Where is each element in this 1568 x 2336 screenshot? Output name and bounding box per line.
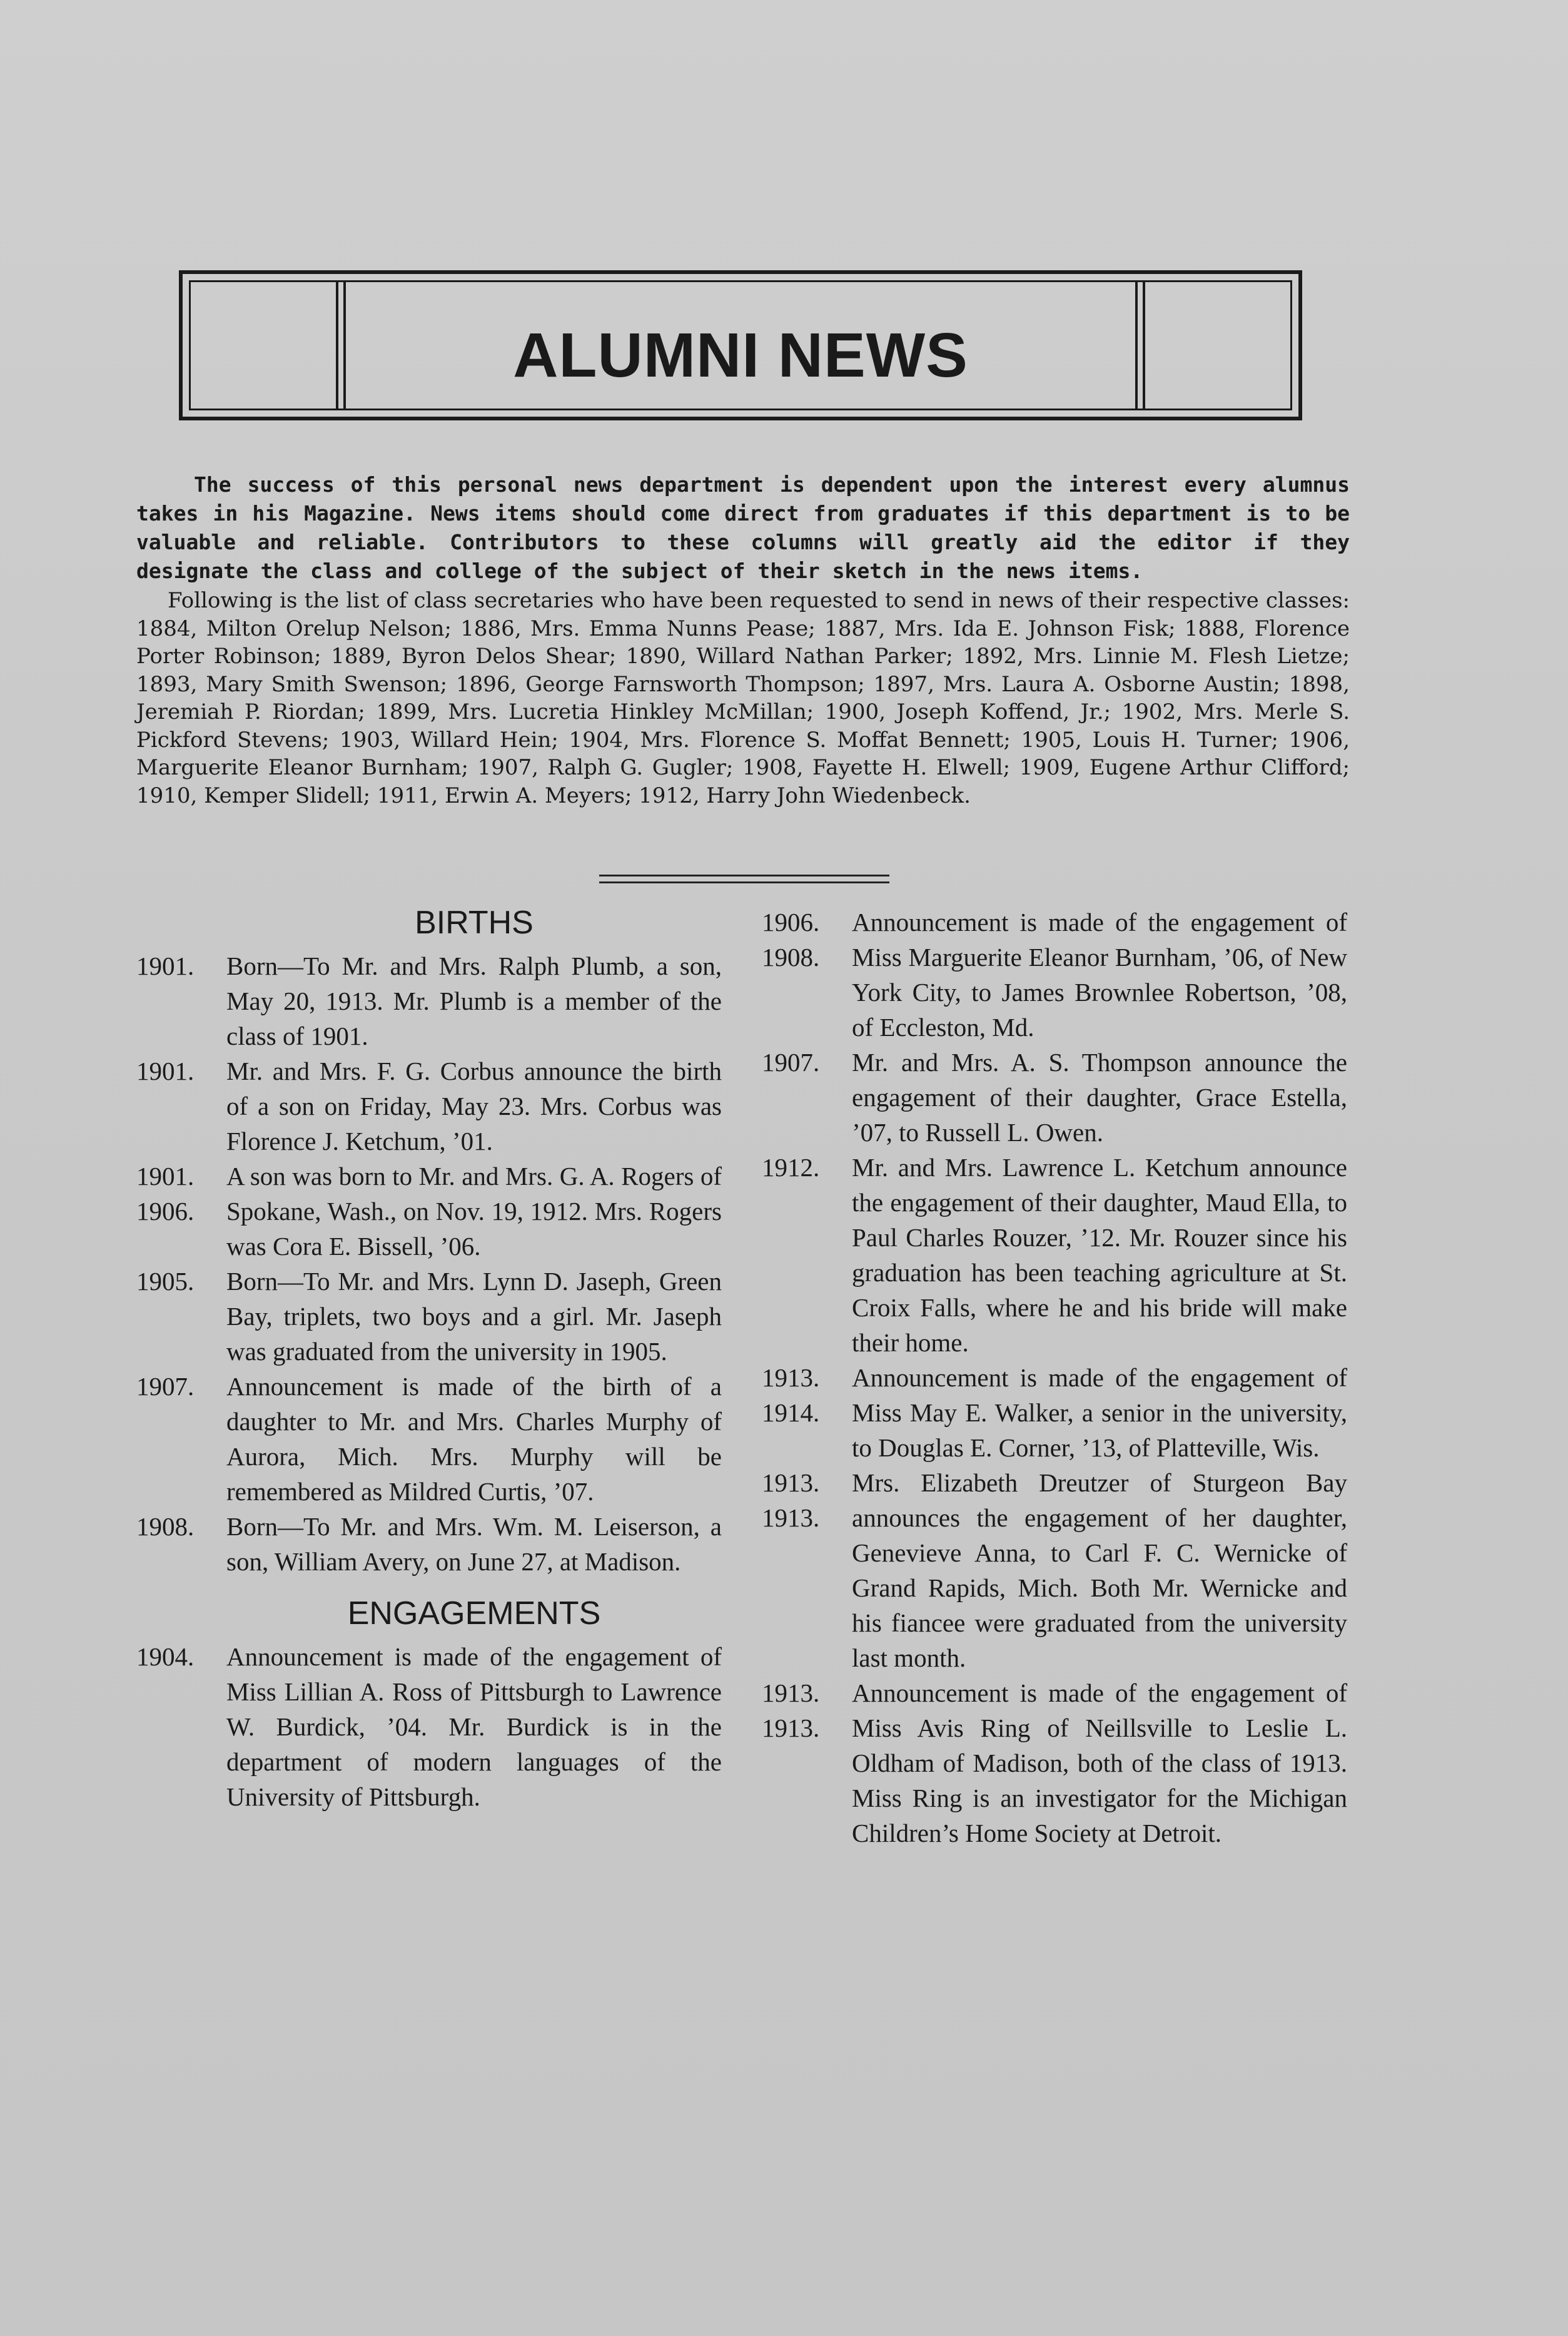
class-year: 1908. [762,943,820,972]
class-year: 1913. [762,1714,820,1742]
class-year: 1913. [762,1678,820,1707]
class-year: 1912. [762,1153,820,1182]
class-year: 1901. [136,1057,195,1085]
class-year: 1906. [762,908,820,937]
class-year: 1914. [762,1398,820,1427]
engagements-continued-list [762,905,1347,1851]
entry-class-years [762,1360,852,1465]
entry-class-years [136,948,226,1054]
engagements-heading: ENGAGEMENTS [347,1595,601,1632]
class-year: 1907. [136,1372,195,1401]
entry-text: Announcement is made of the engagement of Miss Avis Ring of Neillsville to Leslie L. Oldham of Madison, both of the class of 1913. Miss Ring is an investigator for the Michigan Children’s Home Society at Detroit. [852,1678,1347,1847]
entry-class-years [136,1264,226,1369]
class-year: 1908. [136,1512,195,1541]
entry-text: Announcement is made of the birth of a daughter to Mr. and Mrs. Charles Murphy of Aurora, Mich. Mrs. Murphy will be remembered as Mildred Curtis, ’07. [226,1372,722,1506]
entry-text: Born—To Mr. and Mrs. Ralph Plumb, a son, May 20, 1913. Mr. Plumb is a member of the class of 1901. [226,952,722,1050]
engagements-list [136,1639,722,1814]
title-frame [179,270,1302,420]
news-entry [762,1045,1347,1150]
news-entry [136,1369,722,1509]
births-list [136,948,722,1579]
entry-class-years [136,1369,226,1509]
news-entry [136,1054,722,1159]
section-divider [599,875,889,883]
class-secretaries-paragraph: Following is the list of class secretaries who have been requested to send in news of their respective classes: 1884, Milton Orelup Nelson; 1886, Mrs. Emma Nunns Pease; 1887, Mrs. Ida E. Johnson Fisk; 1888, Florence Porter Robinson; 1889, Byron Delos Shear; 1890, Willard Nathan Parker; 1892, Mrs. Linnie M. Flesh Lietze; 1893, Mary Smith Swenson; 1896, George Farnsworth Thompson; 1897, Mrs. Laura A. Osborne Austin; 1898, Jeremiah P. Riordan; 1899, Mrs. Lucretia Hinkley McMillan; 1900, Joseph Koffend, Jr.; 1902, Mrs. Merle S. Pickford Stevens; 1903, Willard Hein; 1904, Mrs. Florence S. Moffat Bennett; 1905, Louis H. Turner; 1906, Marguerite Eleanor Burnham; 1907, Ralph G. Gugler; 1908, Fayette H. Elwell; 1909, Eugene Arthur Clifford; 1910, Kemper Slidell; 1911, Erwin A. Meyers; 1912, Harry John Wiedenbeck. [136,588,1350,808]
class-year: 1901. [136,1162,195,1191]
births-heading: BIRTHS [415,905,534,941]
class-year: 1906. [136,1197,195,1226]
entry-class-years [136,1054,226,1159]
news-entry [136,1639,722,1814]
class-year: 1913. [762,1363,820,1392]
entry-text: Mrs. Elizabeth Dreutzer of Sturgeon Bay announces the engagement of her daughter, Genevieve Anna, to Carl F. C. Wernicke of Grand Rapids, Mich. Both Mr. Wernicke and his fiancee were graduated from the university last month. [852,1468,1347,1672]
entry-text: Announcement is made of the engagement of Miss May E. Walker, a senior in the university, to Douglas E. Corner, ’13, of Platteville, Wis. [852,1363,1347,1462]
news-entry [762,1465,1347,1675]
class-year: 1904. [136,1642,195,1671]
news-entry [762,1150,1347,1360]
news-entry [762,1675,1347,1851]
class-year: 1907. [762,1048,820,1077]
entry-class-years [136,1509,226,1579]
news-entry [136,1159,722,1264]
right-column [762,905,1347,1851]
news-entry [762,905,1347,1045]
news-entry [762,1360,1347,1465]
entry-class-years [762,1675,852,1851]
entry-class-years [762,905,852,1045]
title-inner-frame [189,280,1292,410]
entry-class-years [136,1159,226,1264]
entry-text: Born—To Mr. and Mrs. Lynn D. Jaseph, Green Bay, triplets, two boys and a girl. Mr. Jaseph was graduated from the university in 1905. [226,1267,722,1366]
class-year: 1901. [136,952,195,980]
entry-text: Mr. and Mrs. A. S. Thompson announce the engagement of their daughter, Grace Estella, ’07, to Russell L. Owen. [852,1048,1347,1147]
entry-text: Mr. and Mrs. F. G. Corbus announce the birth of a son on Friday, May 23. Mrs. Corbus was Florence J. Ketchum, ’01. [226,1057,722,1155]
entry-text: A son was born to Mr. and Mrs. G. A. Rogers of Spokane, Wash., on Nov. 19, 1912. Mrs. Rogers was Cora E. Bissell, ’06. [226,1162,722,1261]
entry-class-years [762,1465,852,1675]
entry-text: Announcement is made of the engagement of Miss Lillian A. Ross of Pittsburgh to Lawrence W. Burdick, ’04. Mr. Burdick is in the department of modern languages of the University of Pittsburgh. [226,1642,722,1811]
entry-class-years [136,1639,226,1814]
entry-text: Mr. and Mrs. Lawrence L. Ketchum announce the engagement of their daughter, Maud Ella, to Paul Charles Rouzer, ’12. Mr. Rouzer since his graduation has been teaching agriculture at St. Croix Falls, where he and his bride will make their home. [852,1153,1347,1357]
news-entry [136,1264,722,1369]
news-entry [136,948,722,1054]
class-year: 1905. [136,1267,195,1296]
entry-class-years [762,1045,852,1150]
class-year: 1913. [762,1468,820,1497]
news-entry [136,1509,722,1579]
page-title: ALUMNI NEWS [513,320,968,390]
class-year: 1913. [762,1503,820,1532]
left-column [136,901,722,1814]
entry-text: Born—To Mr. and Mrs. Wm. M. Leiserson, a son, William Avery, on June 27, at Madison. [226,1512,722,1576]
entry-text: Announcement is made of the engagement of Miss Marguerite Eleanor Burnham, ’06, of New York City, to James Brownlee Robertson, ’08, of Eccleston, Md. [852,908,1347,1042]
entry-class-years [762,1150,852,1360]
intro-paragraph: The success of this personal news department is dependent upon the interest every alumnus takes in his Magazine. News items should come direct from graduates if this department is to be valuable and reliable. Contributors to these columns will greatly aid the editor if they designate the class and college of the subject of their sketch in the news items. [136,472,1350,583]
